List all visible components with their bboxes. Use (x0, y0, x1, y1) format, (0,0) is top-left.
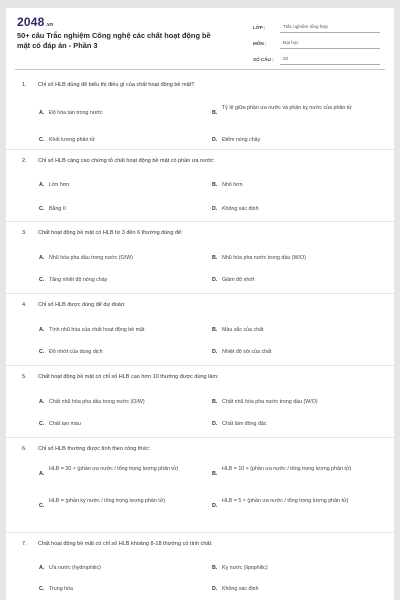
option-letter: B. (212, 255, 218, 261)
question-list (6, 78, 394, 600)
option-text: Lớn hơn (49, 182, 70, 188)
question-text (22, 230, 183, 236)
question-number: 5. (22, 374, 27, 380)
question-label: Chỉ số HLB dùng để biểu thị điều gì của chất hoạt động bề mặt? (38, 82, 195, 88)
option-letter: B. (212, 110, 218, 116)
option-letter: D. (212, 137, 218, 143)
question-item (6, 438, 394, 533)
question-number: 4. (22, 302, 27, 308)
option-letter: C. (39, 206, 45, 212)
option-letter: A. (39, 255, 45, 261)
question-label: Chất hoạt động bề mặt có HLB từ 3 đến 6 thường dùng để: (38, 230, 183, 236)
question-text (22, 302, 125, 308)
question-text (22, 82, 194, 88)
question-item (6, 78, 394, 150)
question-text (22, 374, 219, 380)
option-text: Khối lượng phân tử (49, 137, 95, 143)
meta-info (253, 17, 380, 65)
option-text: Màu sắc của chất (222, 327, 264, 333)
option-letter: C. (39, 137, 45, 143)
option-letter: B. (212, 565, 218, 571)
option-letter: D. (212, 586, 218, 592)
option-letter: D. (212, 206, 218, 212)
question-text (22, 446, 150, 452)
question-label: Chỉ số HLB thường được tính theo công thức: (38, 446, 151, 452)
option-text: Nhỏ hơn (222, 182, 243, 188)
meta-label: LỚP : (253, 25, 266, 30)
meta-row-count (253, 49, 380, 65)
option-letter: D. (212, 421, 218, 427)
option-text: Ưa nước (hydrophilic) (49, 565, 101, 571)
option-letter: C. (39, 503, 45, 509)
option-letter: A. (39, 327, 45, 333)
logo-suffix: .vn (45, 22, 54, 28)
question-item (6, 294, 394, 366)
option-text: Độ hòa tan trong nước (49, 110, 103, 116)
option-text: Nhiệt độ sôi của chất (222, 349, 272, 355)
option-letter: D. (212, 503, 218, 509)
question-label: Chỉ số HLB được dùng để dự đoán: (38, 302, 126, 308)
option-text: HLB = (phần kỵ nước / tổng trọng lượng phân tử) (49, 498, 166, 504)
option-text: Giảm độ nhớt (222, 277, 255, 283)
option-text: Nhũ hóa pha dầu trong nước (O/W) (49, 255, 133, 261)
meta-row-subject (253, 33, 380, 49)
question-label: Chất hoạt động bề mặt có chỉ số HLB khoảng 8-18 thường có tính chất: (38, 541, 213, 547)
question-item (6, 222, 394, 294)
question-number: 1. (22, 82, 27, 88)
option-text: Độ nhớt của dung dịch (49, 349, 103, 355)
option-letter: A. (39, 399, 45, 405)
option-text: Trung hòa (49, 586, 73, 592)
question-number: 2. (22, 158, 27, 164)
question-number: 6. (22, 446, 27, 452)
option-text: Điểm nóng chảy (222, 137, 261, 143)
option-text: Không xác định (222, 586, 259, 592)
site-logo[interactable] (17, 15, 53, 29)
question-label: Chất hoạt động bề mặt có chỉ số HLB cao hơn 10 thường được dùng làm: (38, 374, 219, 380)
option-text: HLB = 5 × (phần ưa nước / tổng trọng lượng phân tử) (222, 498, 349, 504)
document-page (6, 8, 394, 600)
option-text: Bằng 0 (49, 206, 66, 212)
option-letter: B. (212, 327, 218, 333)
option-letter: D. (212, 277, 218, 283)
option-text: Kỵ nước (lipophilic) (222, 565, 268, 571)
question-item (6, 533, 394, 600)
question-number: 3. (22, 230, 27, 236)
option-text: Chất làm đông đặc (222, 421, 267, 427)
option-text: Nhũ hóa pha nước trong dầu (W/O) (222, 255, 306, 261)
option-text: Không xác định (222, 206, 259, 212)
option-letter: B. (212, 471, 218, 477)
option-text: Chất nhũ hóa pha dầu trong nước (O/W) (49, 399, 145, 405)
option-text: HLB = 20 × (phần ưa nước / tổng trọng lượng phân tử) (49, 466, 179, 472)
question-item (6, 366, 394, 438)
option-letter: A. (39, 110, 45, 116)
meta-value: Trắc nghiệm tổng hợp (280, 24, 380, 33)
question-number: 7. (22, 541, 27, 547)
meta-row-class (253, 17, 380, 33)
option-letter: B. (212, 182, 218, 188)
page-title: 50+ câu Trắc nghiệm Công nghệ các chất hoạt động bề mặt có đáp án - Phần 3 (17, 31, 211, 50)
logo-text: 2048 (17, 15, 45, 29)
question-label: Chỉ số HLB càng cao chứng tỏ chất hoạt động bề mặt có phần ưa nước: (38, 158, 215, 164)
option-text: Chất tạo màu (49, 421, 81, 427)
question-text (22, 541, 213, 547)
option-text: Chất nhũ hóa pha nước trong dầu (W/O) (222, 399, 318, 405)
option-letter: C. (39, 349, 45, 355)
option-letter: C. (39, 586, 45, 592)
option-letter: A. (39, 182, 45, 188)
option-text: Tính nhũ hóa của chất hoạt động bề mặt (49, 327, 145, 333)
meta-label: MÔN : (253, 41, 267, 46)
option-letter: C. (39, 277, 45, 283)
option-letter: D. (212, 349, 218, 355)
meta-value: Đại học (280, 40, 380, 49)
meta-label: SỐ CÂU : (253, 57, 274, 62)
question-item (6, 150, 394, 222)
header-divider (15, 69, 385, 70)
option-letter: C. (39, 421, 45, 427)
option-letter: A. (39, 565, 45, 571)
question-text (22, 158, 215, 164)
document-header (6, 8, 394, 68)
option-text: Tăng nhiệt độ nóng chảy (49, 277, 108, 283)
option-text: HLB = 10 × (phần ưa nước / tổng trọng lượng phân tử) (222, 466, 352, 472)
option-letter: B. (212, 399, 218, 405)
option-text: Tỷ lệ giữa phần ưa nước và phần kỵ nước của phân tử (222, 105, 352, 111)
option-letter: A. (39, 471, 45, 477)
meta-value: 20 (280, 56, 380, 65)
